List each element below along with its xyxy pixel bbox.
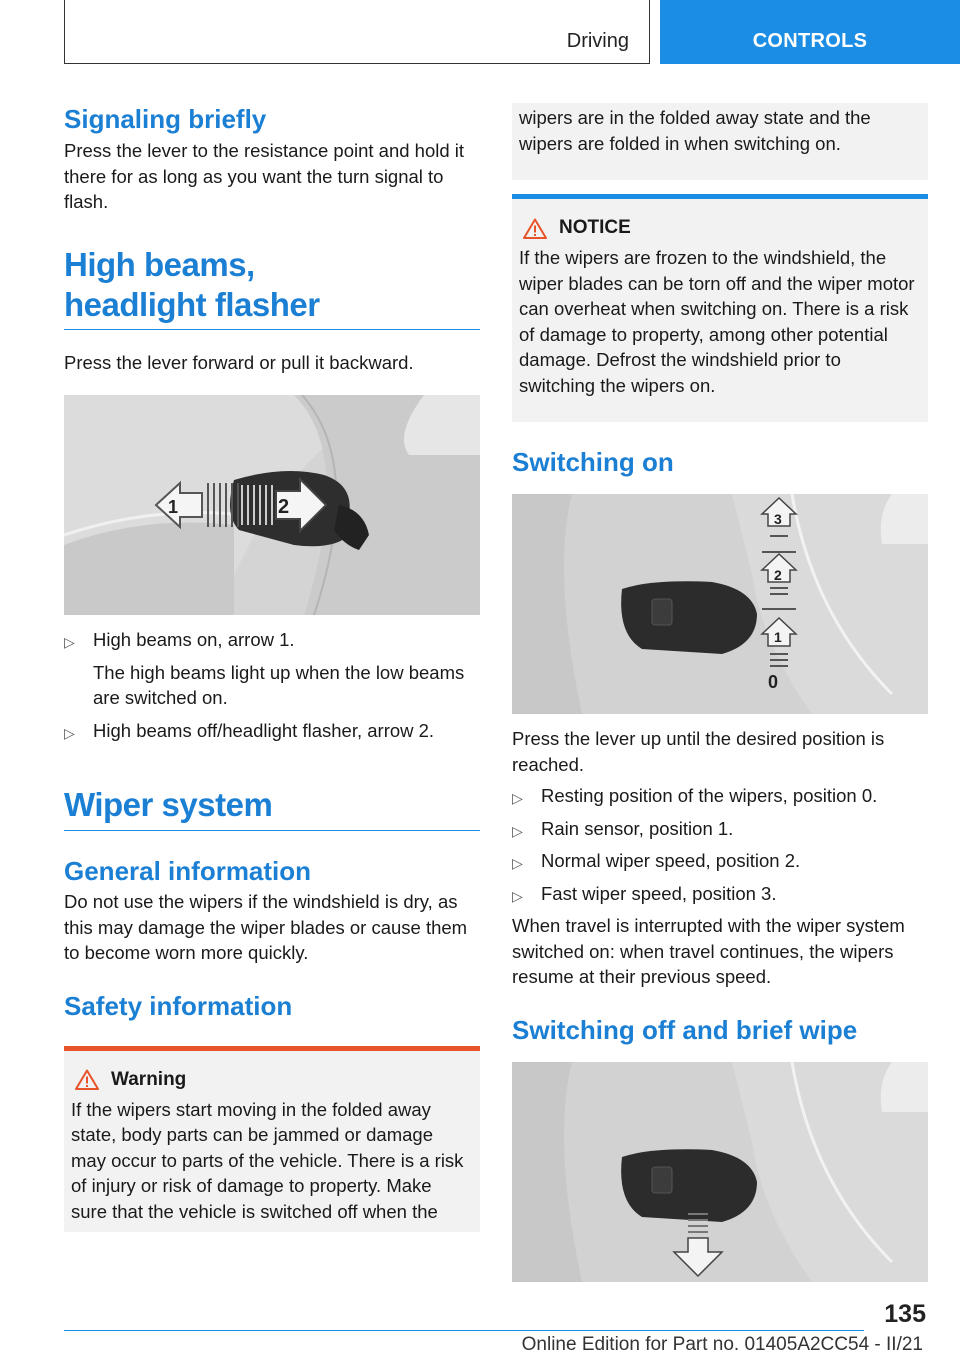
header-chapter-tab[interactable]	[660, 0, 960, 64]
high-beams-text: Press the lever forward or pull it backward.	[64, 351, 414, 373]
signal-heading: Signaling briefly	[64, 104, 267, 134]
triangle-right-icon: ▷	[512, 822, 523, 839]
notice-title	[523, 217, 920, 239]
notice-text: If the wipers are frozen to the windshield, the wiper blades can be torn off and the wiper motor can overheat when switching on. There is a risk of damage to property, among other potential damage. Defrost the windshield prior to switching the wipers on.	[519, 247, 915, 396]
position-2-label: 2	[774, 567, 782, 583]
footer-divider	[64, 1330, 864, 1331]
interrupted-travel-text: When travel is interrupted with the wiper system switched on: when travel continues, the wipers resume at their previous speed.	[512, 915, 905, 987]
triangle-right-icon: ▷	[512, 855, 523, 871]
triangle-right-icon: ▷	[64, 634, 75, 650]
triangle-right-icon: ▷	[512, 790, 523, 806]
triangle-right-icon: ▷	[64, 724, 75, 741]
header-section-title: Driving	[566, 30, 629, 52]
safety-information-heading: Safety information	[64, 990, 293, 1021]
high-beams-heading-line2: headlight flasher	[64, 285, 320, 323]
list-item-subtext: The high beams light up when the low beams are switched on.	[93, 661, 465, 708]
page-number: 135	[884, 1300, 926, 1328]
switching-on-illustration	[512, 494, 928, 714]
list-item: ▷ Resting position of the wipers, position 0.	[512, 783, 928, 809]
left-column	[64, 100, 480, 1232]
warning-triangle-icon	[523, 218, 547, 239]
signal-text: Press the lever to the resistance point and hold it there for as long as you want the turn signal to flash.	[64, 140, 465, 212]
switching-on-text: Press the lever up until the desired position is reached.	[512, 728, 885, 775]
wiper-system-heading: Wiper system	[64, 785, 480, 831]
warning-continued-text: wipers are in the folded away state and the wipers are folded in when switching on.	[519, 107, 871, 154]
switching-on-list	[512, 783, 928, 906]
footer-edition: Online Edition for Part no. 01405A2CC54 - II/21	[521, 1334, 923, 1355]
switching-off-figure	[512, 1062, 928, 1282]
header-chapter-label: CONTROLS	[752, 30, 868, 52]
header-section-box	[64, 0, 650, 64]
general-information-text: Do not use the wipers if the windshield is dry, as this may damage the wiper blades or cause them to become worn more quickly.	[64, 891, 468, 963]
switching-off-heading: Switching off and brief wipe	[512, 1014, 858, 1045]
warning-triangle-icon	[75, 1069, 99, 1090]
position-3-label: 3	[774, 511, 782, 527]
list-item: ▷ Normal wiper speed, position 2.	[512, 848, 928, 874]
high-beams-figure	[64, 395, 480, 615]
right-column	[512, 100, 928, 1282]
high-beams-heading	[64, 245, 480, 330]
warning-box-continued	[512, 103, 928, 180]
list-item: ▷ Rain sensor, position 1.	[512, 816, 928, 842]
triangle-right-icon: ▷	[512, 887, 523, 904]
warning-box	[64, 1046, 480, 1233]
position-1-label: 1	[774, 629, 782, 645]
switching-off-illustration	[512, 1062, 928, 1282]
list-item: ▷ Fast wiper speed, position 3.	[512, 881, 928, 907]
warning-text: If the wipers start moving in the folded away state, body parts can be jammed or damage may occur to parts of the vehicle. There is a risk of injury or risk of damage to property. Make sure that the vehicle is switched off when the	[71, 1098, 464, 1222]
switching-on-heading: Switching on	[512, 447, 674, 477]
warning-title	[75, 1069, 472, 1091]
notice-box	[512, 194, 928, 422]
position-0-label: 0	[768, 672, 779, 692]
high-beams-list	[64, 627, 480, 743]
list-item: ▷ High beams on, arrow 1. The high beams light up when the low beams are switched on.	[64, 627, 480, 711]
notice-label: NOTICE	[559, 217, 631, 238]
high-beams-heading-line1: High beams,	[64, 245, 255, 283]
general-information-heading: General information	[64, 856, 312, 886]
arrow-2-label: 2	[278, 496, 290, 518]
switching-on-figure	[512, 494, 928, 714]
arrow-1-label: 1	[168, 497, 179, 517]
high-beams-illustration	[64, 395, 480, 615]
list-item: ▷ High beams off/headlight flasher, arrow 2.	[64, 718, 480, 744]
warning-label: Warning	[111, 1068, 187, 1090]
